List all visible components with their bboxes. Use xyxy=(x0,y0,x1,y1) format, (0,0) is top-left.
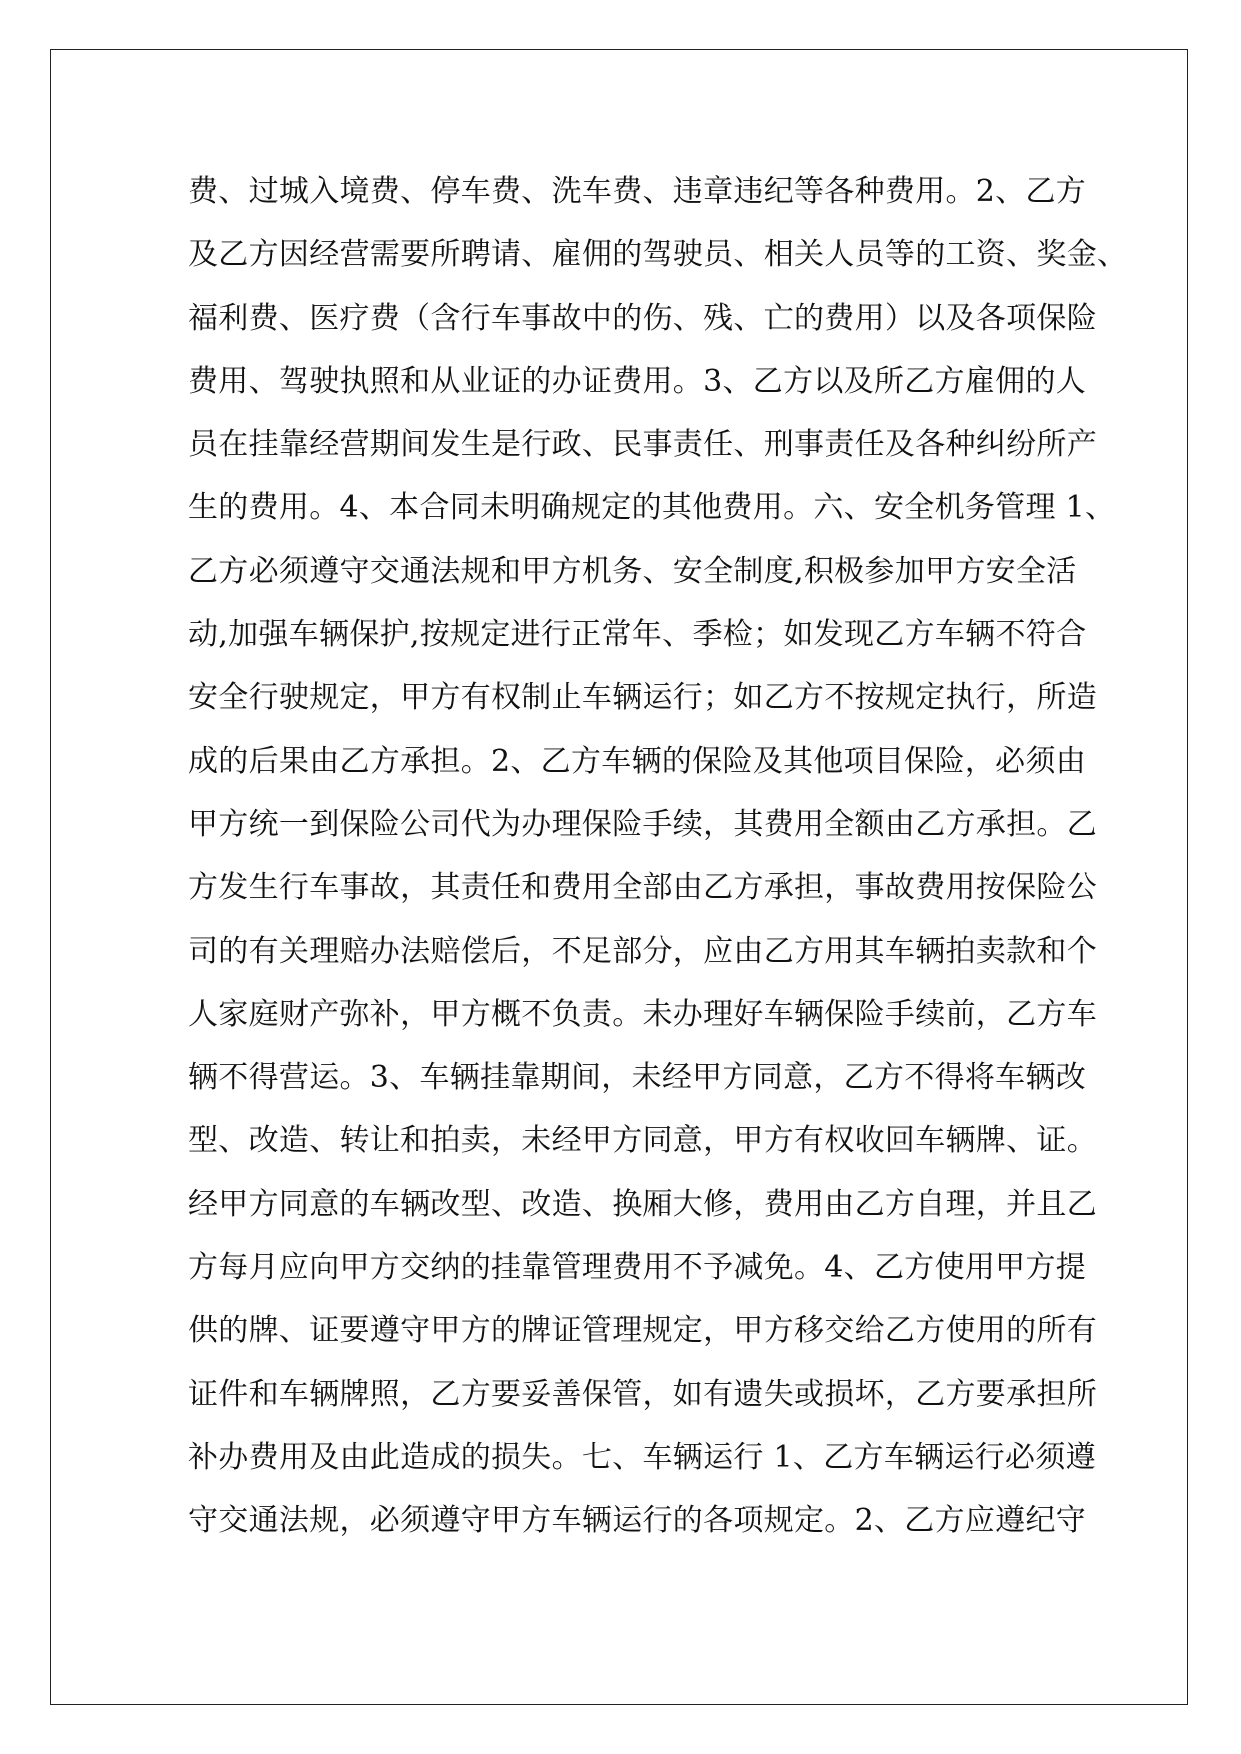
text-line: 员在挂靠经营期间发生是行政、民事责任、刑事责任及各种纠纷所产 xyxy=(188,427,1097,463)
text-line: 及乙方因经营需要所聘请、雇佣的驾驶员、相关人员等的工资、奖金、 xyxy=(188,237,1128,273)
text-line: 方发生行车事故，其责任和费用全部由乙方承担，事故费用按保险公 xyxy=(188,870,1097,906)
document-body xyxy=(188,160,1128,1553)
text-line: 补办费用及由此造成的损失。七、车辆运行 1、乙方车辆运行必须遵 xyxy=(188,1439,1096,1475)
text-line: 司的有关理赔办法赔偿后，不足部分，应由乙方用其车辆拍卖款和个 xyxy=(188,933,1097,969)
text-line: 甲方统一到保险公司代为办理保险手续，其费用全额由乙方承担。乙 xyxy=(188,806,1097,842)
text-line: 费用、驾驶执照和从业证的办证费用。3、乙方以及所乙方雇佣的人 xyxy=(188,363,1087,399)
text-line: 型、改造、转让和拍卖，未经甲方同意，甲方有权收回车辆牌、证。 xyxy=(188,1123,1097,1159)
text-line: 人家庭财产弥补，甲方概不负责。未办理好车辆保险手续前，乙方车 xyxy=(188,996,1097,1032)
text-line: 福利费、医疗费（含行车事故中的伤、残、亡的费用）以及各项保险 xyxy=(188,300,1097,336)
text-line: 乙方必须遵守交通法规和甲方机务、安全制度,积极参加甲方安全活 xyxy=(188,553,1077,589)
text-line: 供的牌、证要遵守甲方的牌证管理规定，甲方移交给乙方使用的所有 xyxy=(188,1313,1097,1349)
text-line: 守交通法规，必须遵守甲方车辆运行的各项规定。2、乙方应遵纪守 xyxy=(188,1503,1087,1539)
text-line: 生的费用。4、本合同未明确规定的其他费用。六、安全机务管理 1、 xyxy=(188,490,1116,526)
text-line: 辆不得营运。3、车辆挂靠期间，未经甲方同意，乙方不得将车辆改 xyxy=(188,1060,1087,1096)
text-line: 动,加强车辆保护,按规定进行正常年、季检；如发现乙方车辆不符合 xyxy=(188,617,1087,653)
text-line: 安全行驶规定，甲方有权制止车辆运行；如乙方不按规定执行，所造 xyxy=(188,680,1097,716)
text-line: 成的后果由乙方承担。2、乙方车辆的保险及其他项目保险，必须由 xyxy=(188,743,1087,779)
text-line: 经甲方同意的车辆改型、改造、换厢大修，费用由乙方自理，并且乙 xyxy=(188,1186,1097,1222)
text-line: 费、过城入境费、停车费、洗车费、违章违纪等各种费用。2、乙方 xyxy=(188,174,1087,209)
text-line: 方每月应向甲方交纳的挂靠管理费用不予减免。4、乙方使用甲方提 xyxy=(188,1250,1087,1286)
text-line: 证件和车辆牌照，乙方要妥善保管，如有遗失或损坏，乙方要承担所 xyxy=(188,1376,1097,1412)
